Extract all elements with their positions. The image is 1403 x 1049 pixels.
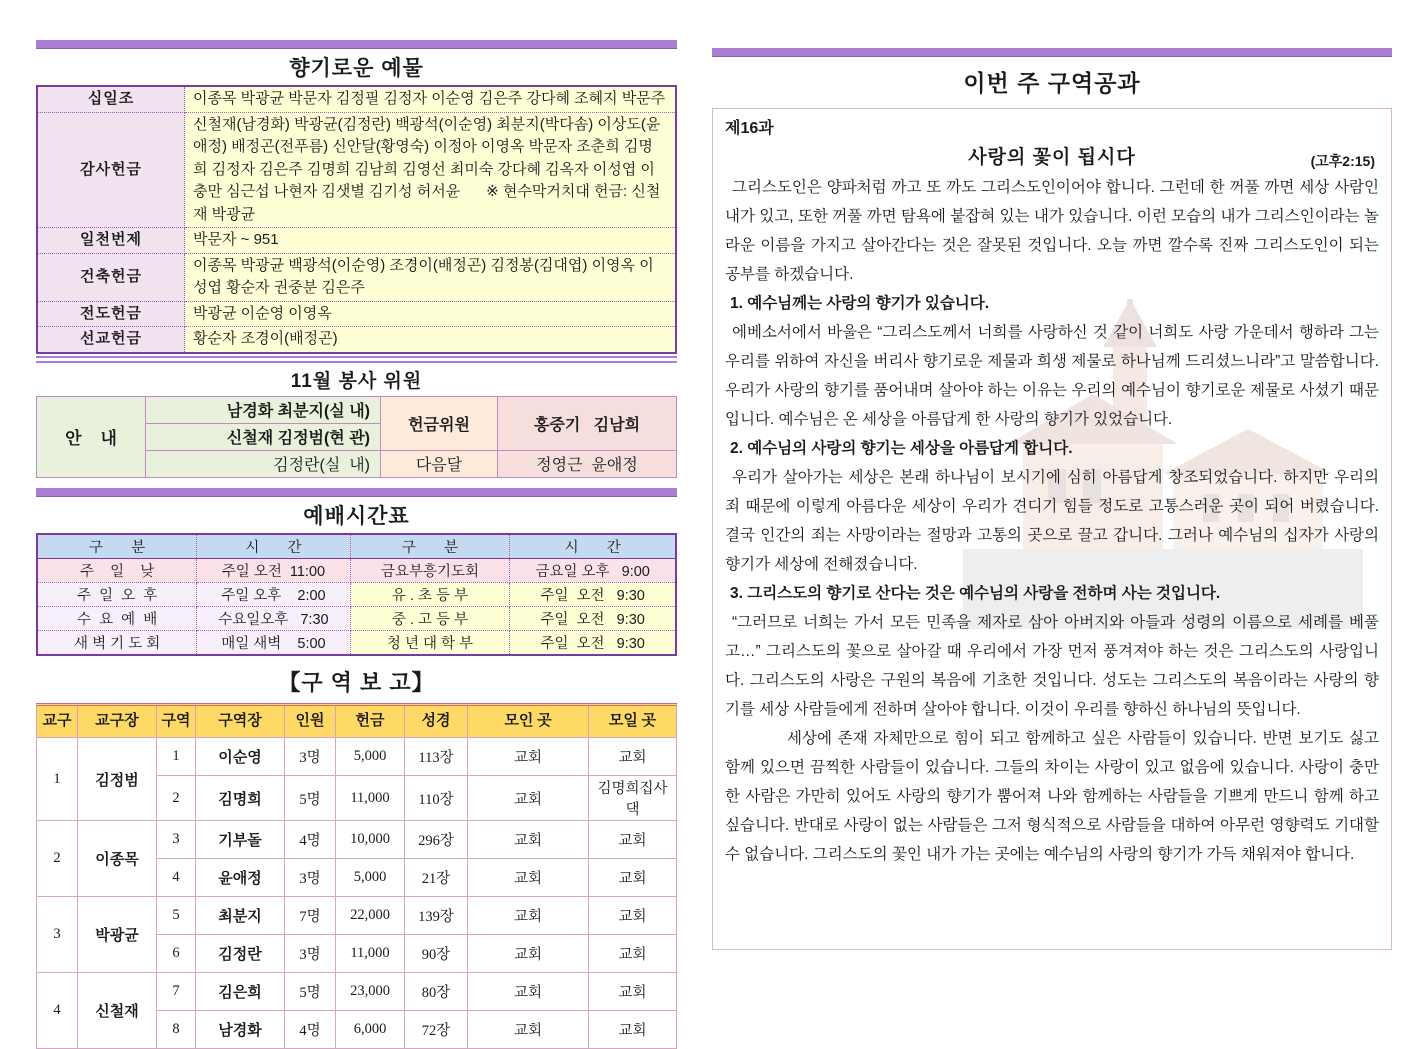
offerings-table bbox=[36, 85, 677, 354]
report-col-header: 구역 bbox=[157, 704, 196, 738]
district-no: 7 bbox=[157, 973, 196, 1011]
top-divider-bar bbox=[36, 40, 677, 49]
attendee-count: 3명 bbox=[285, 859, 336, 897]
schedule-row bbox=[37, 558, 676, 582]
bulletin-left-page bbox=[36, 40, 677, 1049]
offering-names-text: 이종목 박광균 백광석(이순영) 조경이(배정곤) 김정봉(김대엽) 이영옥 이성엽 황순자 권중분 김은주 bbox=[193, 257, 654, 297]
next-month-members: 정영근 윤애정 bbox=[498, 450, 677, 477]
right-top-divider-bar bbox=[712, 48, 1392, 57]
meet-place: 교회 bbox=[589, 821, 677, 859]
offering-committee-members: 홍중기 김남희 bbox=[498, 396, 677, 450]
district-no: 6 bbox=[157, 935, 196, 973]
district-head: 최분지 bbox=[196, 897, 285, 935]
report-col-header: 교구장 bbox=[78, 704, 157, 738]
offering-names bbox=[185, 327, 677, 353]
lesson-point-heading: 3. 그리스도의 향기로 산다는 것은 예수님의 사랑을 전하며 사는 것입니다. bbox=[725, 579, 1379, 608]
service-time: 주일 오후 2:00 bbox=[197, 582, 350, 606]
meet-place: 김명희집사 댁 bbox=[589, 776, 677, 821]
schedule-row bbox=[37, 582, 676, 606]
lesson-heading bbox=[725, 143, 1379, 173]
guide-member: 신철재 김정범(현 관) bbox=[146, 423, 381, 450]
bible-chapter: 113장 bbox=[405, 738, 468, 776]
report-col-header: 모일 곳 bbox=[589, 704, 677, 738]
offerings-row bbox=[37, 327, 676, 353]
schedule-row bbox=[37, 606, 676, 630]
offerings-row bbox=[37, 253, 676, 301]
district-no: 1 bbox=[157, 738, 196, 776]
schedule-divider-bar bbox=[36, 488, 677, 497]
offering-names bbox=[185, 112, 677, 228]
committee-row bbox=[37, 396, 677, 423]
service-time: 주일 오전 9:30 bbox=[510, 582, 676, 606]
worship-schedule-table bbox=[36, 533, 677, 656]
district-head: 김은희 bbox=[196, 973, 285, 1011]
report-col-header: 헌금 bbox=[336, 704, 405, 738]
met-place: 교회 bbox=[468, 821, 589, 859]
meet-place: 교회 bbox=[589, 738, 677, 776]
offering-names bbox=[185, 86, 677, 112]
offering-type-label: 감사헌금 bbox=[37, 112, 185, 228]
service-name: 청 년 대 학 부 bbox=[350, 630, 510, 655]
report-row bbox=[37, 738, 677, 776]
offering-names-text: 박문자 ~ 951 bbox=[193, 231, 279, 248]
schedule-col-header: 구 분 bbox=[37, 534, 197, 559]
offering-type-label: 건축헌금 bbox=[37, 253, 185, 301]
district-no: 2 bbox=[157, 776, 196, 821]
offering-type-label: 일천번제 bbox=[37, 228, 185, 254]
lesson-number: 제16과 bbox=[725, 115, 1379, 143]
service-name: 새 벽 기 도 회 bbox=[37, 630, 197, 655]
parish-leader: 박광균 bbox=[78, 897, 157, 973]
district-no: 5 bbox=[157, 897, 196, 935]
offering-names-text: 박광균 이순영 이영옥 bbox=[193, 305, 332, 322]
service-time: 주일 오전 11:00 bbox=[197, 558, 350, 582]
offerings-row bbox=[37, 112, 676, 228]
service-time: 수요일오후 7:30 bbox=[197, 606, 350, 630]
meet-place: 교회 bbox=[589, 935, 677, 973]
offering-names bbox=[185, 301, 677, 327]
offering-committee-label: 헌금위원 bbox=[381, 396, 498, 450]
parish-no: 1 bbox=[37, 738, 78, 821]
met-place: 교회 bbox=[468, 1011, 589, 1049]
lesson-point-heading: 1. 예수님께는 사랑의 향기가 있습니다. bbox=[725, 289, 1379, 318]
bible-chapter: 296장 bbox=[405, 821, 468, 859]
double-line-divider bbox=[36, 356, 677, 363]
lesson-box bbox=[712, 108, 1392, 950]
lesson-point-heading: 2. 예수님의 사랑의 향기는 세상을 아름답게 합니다. bbox=[725, 434, 1379, 463]
service-name: 주 일 낮 bbox=[37, 558, 197, 582]
attendee-count: 4명 bbox=[285, 1011, 336, 1049]
guide-label: 안 내 bbox=[37, 396, 146, 477]
meet-place: 교회 bbox=[589, 859, 677, 897]
lesson-paragraph: 그리스도인은 양파처럼 까고 또 까도 그리스도인이어야 합니다. 그런데 한 꺼풀 까면 세상 사람인 내가 있고, 또한 꺼풀 까면 탐욕에 붙잡혀 있는 내가 있습니다. 이런 모습의 내가 그리스인이라는 놀라운 이름을 가지고 살아간다는 것은 잘못된 것입니다. 오늘 까면 깔수록 진짜 그리스도인이 되는 공부를 하겠습니다. bbox=[725, 173, 1379, 289]
service-name: 중 . 고 등 부 bbox=[350, 606, 510, 630]
report-col-header: 모인 곳 bbox=[468, 704, 589, 738]
report-row bbox=[37, 897, 677, 935]
guide-member: 남경화 최분지(실 내) bbox=[146, 396, 381, 423]
parish-no: 3 bbox=[37, 897, 78, 973]
offerings-title: 향기로운 예물 bbox=[36, 52, 677, 82]
report-col-header: 인원 bbox=[285, 704, 336, 738]
report-header-row bbox=[37, 704, 677, 738]
offering-amount: 6,000 bbox=[336, 1011, 405, 1049]
offering-names bbox=[185, 228, 677, 254]
attendee-count: 5명 bbox=[285, 973, 336, 1011]
service-time: 매일 새벽 5:00 bbox=[197, 630, 350, 655]
parish-leader: 김정범 bbox=[78, 738, 157, 821]
parish-leader: 신철재 bbox=[78, 973, 157, 1049]
lesson-paragraph: 세상에 존재 자체만으로 힘이 되고 함께하고 싶은 사람들이 있습니다. 반면 보기도 싫고 함께 있으면 끔찍한 사람들이 있습니다. 그들의 차이는 사랑이 있고 없음에 있습니다. 사랑이 충만한 사람은 가만히 있어도 사랑의 향기가 뿜어져 나와 함께하는 사람들을 기쁘게 만드니 함께 하고 싶습니다. 반대로 사랑이 없는 사람들은 그저 형식적으로 사람들을 대하여 아무런 영향력도 기대할 수 없습니다. 그리스도의 꽃인 내가 가는 곳에는 예수님의 사랑의 향기가 가득 채워져야 합니다. bbox=[725, 724, 1379, 869]
guide-member: 김정란(실 내) bbox=[146, 450, 381, 477]
report-row bbox=[37, 821, 677, 859]
bible-chapter: 90장 bbox=[405, 935, 468, 973]
service-name: 수 요 예 배 bbox=[37, 606, 197, 630]
offering-amount: 22,000 bbox=[336, 897, 405, 935]
schedule-col-header: 구 분 bbox=[350, 534, 510, 559]
banner-stand-note: ※ 현수막거치대 헌금: 신철재 박광균 bbox=[193, 183, 660, 223]
district-no: 4 bbox=[157, 859, 196, 897]
offering-amount: 5,000 bbox=[336, 738, 405, 776]
met-place: 교회 bbox=[468, 973, 589, 1011]
district-head: 김정란 bbox=[196, 935, 285, 973]
schedule-col-header: 시 간 bbox=[510, 534, 676, 559]
offering-type-label: 선교헌금 bbox=[37, 327, 185, 353]
report-col-header: 구역장 bbox=[196, 704, 285, 738]
schedule-title: 예배시간표 bbox=[36, 500, 677, 530]
offering-amount: 5,000 bbox=[336, 859, 405, 897]
met-place: 교회 bbox=[468, 897, 589, 935]
attendee-count: 3명 bbox=[285, 935, 336, 973]
offering-amount: 11,000 bbox=[336, 776, 405, 821]
service-name: 주 일 오 후 bbox=[37, 582, 197, 606]
bible-chapter: 21장 bbox=[405, 859, 468, 897]
lesson-title-text: 사랑의 꽃이 됩시다 bbox=[725, 143, 1379, 173]
committee-title: 11월 봉사 위원 bbox=[36, 366, 677, 393]
offering-type-label: 십일조 bbox=[37, 86, 185, 112]
met-place: 교회 bbox=[468, 859, 589, 897]
report-col-header: 성경 bbox=[405, 704, 468, 738]
lesson-paragraph: “그러므로 너희는 가서 모든 민족을 제자로 삼아 아버지와 아들과 성령의 이름으로 세례를 베풀고…” 그리스도의 꽃으로 살아갈 때 우리에서 가장 먼저 풍겨져야 하는 것은 그리스도의 사랑입니다. 그리스도의 사랑은 구원의 복음에 기초한 것입니다. 성도는 그리스도의 복음이라는 사랑의 향기를 세상 사람들에게 전하며 살아야 합니다. 이것이 우리를 향하신 하나님의 뜻입니다. bbox=[725, 608, 1379, 724]
met-place: 교회 bbox=[468, 738, 589, 776]
schedule-header-row bbox=[37, 534, 676, 559]
attendee-count: 3명 bbox=[285, 738, 336, 776]
bible-chapter: 72장 bbox=[405, 1011, 468, 1049]
lesson-body bbox=[725, 115, 1379, 869]
district-head: 윤애정 bbox=[196, 859, 285, 897]
lesson-paragraph: 에베소서에서 바울은 “그리스도께서 너희를 사랑하신 것 같이 너희도 사랑 가운데서 행하라 그는 우리를 위하여 자신을 버리사 향기로운 제물과 희생 제물로 하나님께 드리셨느니라”고 말씀합니다. 우리가 사랑의 향기를 품어내며 살아야 하는 이유는 우리의 예수님이 향기로운 제물로 사셨기 때문입니다. 예수님은 온 세상을 아름답게 한 사랑의 향기가 있었습니다. bbox=[725, 318, 1379, 434]
offering-amount: 11,000 bbox=[336, 935, 405, 973]
offering-type-label: 전도헌금 bbox=[37, 301, 185, 327]
district-head: 김명희 bbox=[196, 776, 285, 821]
district-no: 8 bbox=[157, 1011, 196, 1049]
meet-place: 교회 bbox=[589, 1011, 677, 1049]
bible-chapter: 139장 bbox=[405, 897, 468, 935]
offering-names bbox=[185, 253, 677, 301]
service-time: 주일 오전 9:30 bbox=[510, 606, 676, 630]
parish-no: 2 bbox=[37, 821, 78, 897]
met-place: 교회 bbox=[468, 935, 589, 973]
bible-chapter: 110장 bbox=[405, 776, 468, 821]
offering-names-text: 황순자 조경이(배정곤) bbox=[193, 330, 338, 347]
report-col-header: 교구 bbox=[37, 704, 78, 738]
next-month-label: 다음달 bbox=[381, 450, 498, 477]
offerings-row bbox=[37, 86, 676, 112]
offering-names-text: 신철재(남경화) 박광균(김정란) 백광석(이순영) 최분지(박다솜) 이상도(윤애정) 배정곤(전푸름) 신안달(황영숙) 이정아 이영옥 박문자 조춘희 김명희 김정자 김은주 김명희 김남희 김영선 최미숙 강다혜 김옥자 이성엽 이충만 심근섭 나현자 김샛별 김기성 허서윤 bbox=[193, 116, 660, 201]
meet-place: 교회 bbox=[589, 973, 677, 1011]
service-time: 주일 오전 9:30 bbox=[510, 630, 676, 655]
offerings-row bbox=[37, 228, 676, 254]
schedule-col-header: 시 간 bbox=[197, 534, 350, 559]
lesson-paragraph: 우리가 살아가는 세상은 본래 하나님이 보시기에 심히 아름답게 창조되었습니다. 하지만 우리의 죄 때문에 이렇게 아름다운 세상이 우리가 견디기 힘들 정도로 고통스러운 곳이 되어 버렸습니다. 결국 인간의 죄는 사망이라는 절망과 고통의 곳으로 끌고 갑니다. 그러나 예수님의 십자가 사랑의 향기가 세상에 전해졌습니다. bbox=[725, 463, 1379, 579]
report-title: 【구 역 보 고】 bbox=[36, 666, 677, 697]
district-report-table bbox=[36, 703, 677, 1049]
offering-amount: 23,000 bbox=[336, 973, 405, 1011]
offering-amount: 10,000 bbox=[336, 821, 405, 859]
service-committee-table bbox=[36, 396, 677, 478]
lesson-page-title: 이번 주 구역공과 bbox=[712, 65, 1392, 98]
parish-leader: 이종목 bbox=[78, 821, 157, 897]
meet-place: 교회 bbox=[589, 897, 677, 935]
district-head: 이순영 bbox=[196, 738, 285, 776]
district-no: 3 bbox=[157, 821, 196, 859]
service-name: 유 . 초 등 부 bbox=[350, 582, 510, 606]
lesson-verse-reference: (고후2:15) bbox=[1311, 146, 1375, 176]
parish-no: 4 bbox=[37, 973, 78, 1049]
bulletin-right-page bbox=[712, 48, 1392, 950]
district-head: 기부돌 bbox=[196, 821, 285, 859]
bible-chapter: 80장 bbox=[405, 973, 468, 1011]
attendee-count: 5명 bbox=[285, 776, 336, 821]
offerings-row bbox=[37, 301, 676, 327]
attendee-count: 7명 bbox=[285, 897, 336, 935]
service-time: 금요일 오후 9:00 bbox=[510, 558, 676, 582]
offering-names-text: 이종목 박광균 박문자 김정필 김정자 이순영 김은주 강다혜 조혜지 박문주 bbox=[193, 90, 665, 107]
district-head: 남경화 bbox=[196, 1011, 285, 1049]
attendee-count: 4명 bbox=[285, 821, 336, 859]
schedule-row bbox=[37, 630, 676, 655]
service-name: 금요부흥기도회 bbox=[350, 558, 510, 582]
met-place: 교회 bbox=[468, 776, 589, 821]
